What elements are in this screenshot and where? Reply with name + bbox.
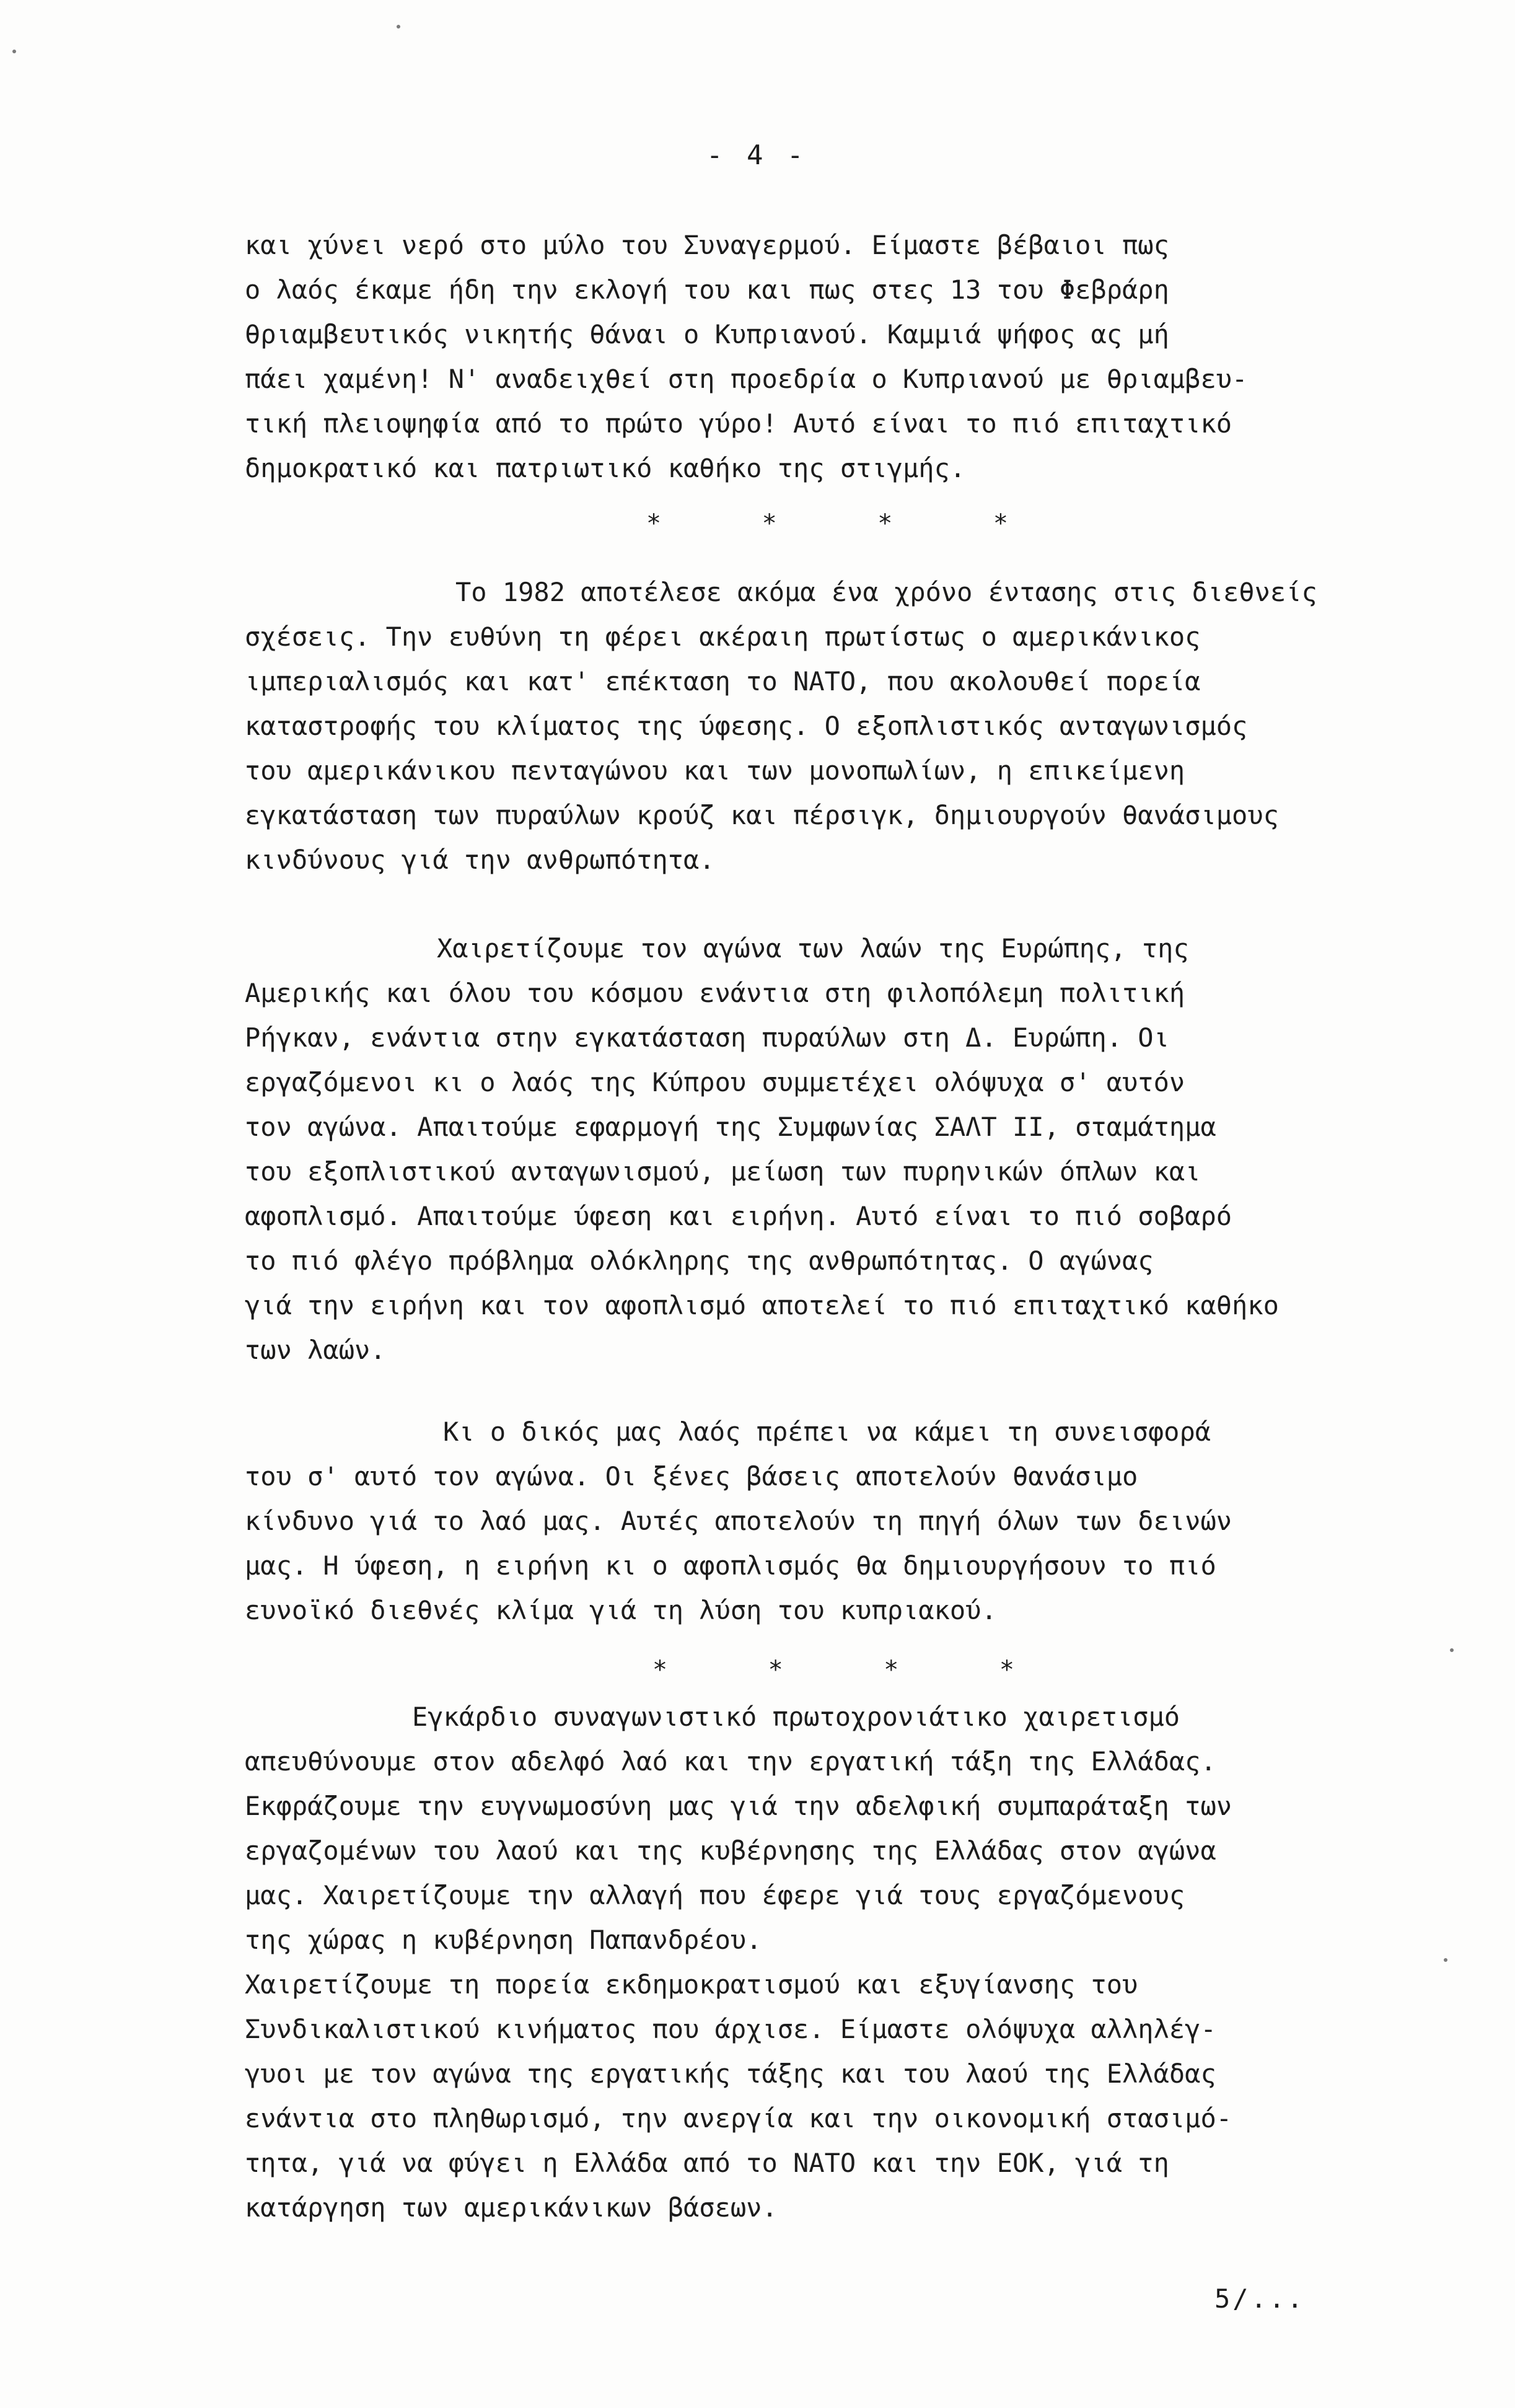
scan-speck — [12, 50, 16, 53]
text-line: Εγκάρδιο συναγωνιστικό πρωτοχρονιάτικο χαιρετισμό — [412, 1702, 1180, 1732]
text-line: δημοκρατικό και πατριωτικό καθήκο της στιγμής. — [245, 453, 966, 483]
text-line: μας. Χαιρετίζουμε την αλλαγή που έφερε γιά τους εργαζόμενους — [245, 1880, 1185, 1910]
paragraph-contribution — [245, 1410, 1478, 1633]
text-line: ο λαός έκαμε ήδη την εκλογή του και πως στες 13 του Φεβράρη — [245, 275, 1169, 305]
text-line: κίνδυνο γιά το λαό μας. Αυτές αποτελούν τη πηγή όλων των δεινών — [245, 1506, 1232, 1536]
text-line: της χώρας η κυβέρνηση Παπανδρέου. — [245, 1925, 762, 1955]
separator-star: * — [993, 509, 1009, 538]
paragraph-intro — [245, 223, 1478, 491]
text-line: απευθύνουμε στον αδελφό λαό και την εργατική τάξη της Ελλάδας. — [245, 1746, 1216, 1777]
text-line: τον αγώνα. Απαιτούμε εφαρμογή της Συμφωνίας ΣΑΛΤ ΙΙ, σταμάτημα — [245, 1112, 1216, 1142]
text-line: κινδύνους γιά την ανθρωπότητα. — [245, 845, 715, 875]
text-line: και χύνει νερό στο μύλο του Συναγερμού. Είμαστε βέβαιοι πως — [245, 230, 1169, 260]
text-line: του αμερικάνικου πενταγώνου και των μονοπωλίων, η επικείμενη — [245, 755, 1185, 786]
separator-star: * — [646, 509, 662, 538]
paragraph-1982 — [245, 570, 1478, 882]
text-line: του εξοπλιστικού ανταγωνισμού, μείωση των πυρηνικών όπλων και — [245, 1156, 1201, 1187]
text-line: κατάργηση των αμερικάνικων βάσεων. — [245, 2192, 778, 2223]
text-line: ενάντια στο πληθωρισμό, την ανεργία και την οικονομική στασιμό- — [245, 2103, 1232, 2133]
text-line: εγκατάσταση των πυραύλων κρούζ και πέρσιγκ, δημιουργούν θανάσιμους — [245, 800, 1279, 830]
text-line: εργαζόμενοι κι ο λαός της Κύπρου συμμετέχει ολόψυχα σ' αυτόν — [245, 1067, 1185, 1097]
separator-star: * — [884, 1656, 899, 1684]
section-separator — [648, 1651, 1019, 1689]
separator-star: * — [877, 509, 893, 538]
text-line: γυοι με τον αγώνα της εργατικής τάξης και του λαού της Ελλάδας — [245, 2059, 1216, 2089]
text-line: γιά την ειρήνη και τον αφοπλισμό αποτελεί το πιό επιταχτικό καθήκο — [245, 1290, 1279, 1320]
text-line: τική πλειοψηφία από το πρώτο γύρο! Αυτό είναι το πιό επιταχτικό — [245, 408, 1232, 439]
scan-speck — [1450, 1648, 1454, 1652]
text-line: Εκφράζουμε την ευγνωμοσύνη μας γιά την αδελφική συμπαράταξη των — [245, 1791, 1232, 1821]
separator-star: * — [768, 1656, 783, 1684]
scan-speck — [397, 25, 400, 29]
text-line: των λαών. — [245, 1335, 386, 1365]
text-line: ευνοϊκό διεθνές κλίμα γιά τη λύση του κυπριακού. — [245, 1595, 997, 1625]
text-line: Το 1982 αποτέλεσε ακόμα ένα χρόνο έντασης στις διεθνείς — [455, 577, 1317, 607]
page-number: - 4 - — [706, 139, 807, 171]
text-line: μας. Η ύφεση, η ειρήνη κι ο αφοπλισμός θα δημιουργήσουν το πιό — [245, 1550, 1216, 1581]
text-line: αφοπλισμό. Απαιτούμε ύφεση και ειρήνη. Αυτό είναι το πιό σοβαρό — [245, 1201, 1232, 1231]
text-line: εργαζομένων του λαού και της κυβέρνησης της Ελλάδας στον αγώνα — [245, 1835, 1216, 1866]
text-line: ιμπεριαλισμός και κατ' επέκταση το ΝΑΤΟ, που ακολουθεί πορεία — [245, 666, 1201, 696]
text-line: πάει χαμένη! Ν' αναδειχθεί στη προεδρία ο Κυπριανού με θριαμβευ- — [245, 364, 1248, 394]
section-separator — [641, 505, 1013, 542]
text-line: Αμερικής και όλου του κόσμου ενάντια στη φιλοπόλεμη πολιτική — [245, 978, 1185, 1008]
separator-star: * — [999, 1656, 1015, 1684]
text-line: τητα, γιά να φύγει η Ελλάδα από το ΝΑΤΟ και την ΕΟΚ, γιά τη — [245, 2148, 1169, 2178]
text-line: καταστροφής του κλίματος της ύφεσης. Ο εξοπλιστικός ανταγωνισμός — [245, 711, 1248, 741]
text-line: το πιό φλέγο πρόβλημα ολόκληρης της ανθρωπότητας. Ο αγώνας — [245, 1246, 1154, 1276]
text-line: Χαιρετίζουμε τη πορεία εκδημοκρατισμού και εξυγίανσης του — [245, 1969, 1138, 2000]
text-line: σχέσεις. Την ευθύνη τη φέρει ακέραιη πρωτίστως ο αμερικάνικος — [245, 622, 1201, 652]
text-line: Χαιρετίζουμε τον αγώνα των λαών της Ευρώπης, της — [437, 933, 1189, 964]
separator-star: * — [762, 509, 777, 538]
text-line: θριαμβευτικός νικητής θάναι ο Κυπριανού. Καμμιά ψήφος ας μή — [245, 319, 1169, 349]
paragraph-struggle — [245, 926, 1478, 1373]
text-line: Συνδικαλιστικού κινήματος που άρχισε. Είμαστε ολόψυχα αλληλέγ- — [245, 2014, 1216, 2044]
text-line: Ρήγκαν, ενάντια στην εγκατάσταση πυραύλων στη Δ. Ευρώπη. Οι — [245, 1022, 1169, 1053]
text-line: Κι ο δικός μας λαός πρέπει να κάμει τη συνεισφορά — [443, 1417, 1211, 1447]
continuation-page-ref: 5/... — [1214, 2283, 1306, 2314]
text-line: του σ' αυτό τον αγώνα. Οι ξένες βάσεις αποτελούν θανάσιμο — [245, 1461, 1138, 1492]
separator-star: * — [652, 1656, 668, 1684]
paragraph-greece — [245, 1695, 1478, 2230]
